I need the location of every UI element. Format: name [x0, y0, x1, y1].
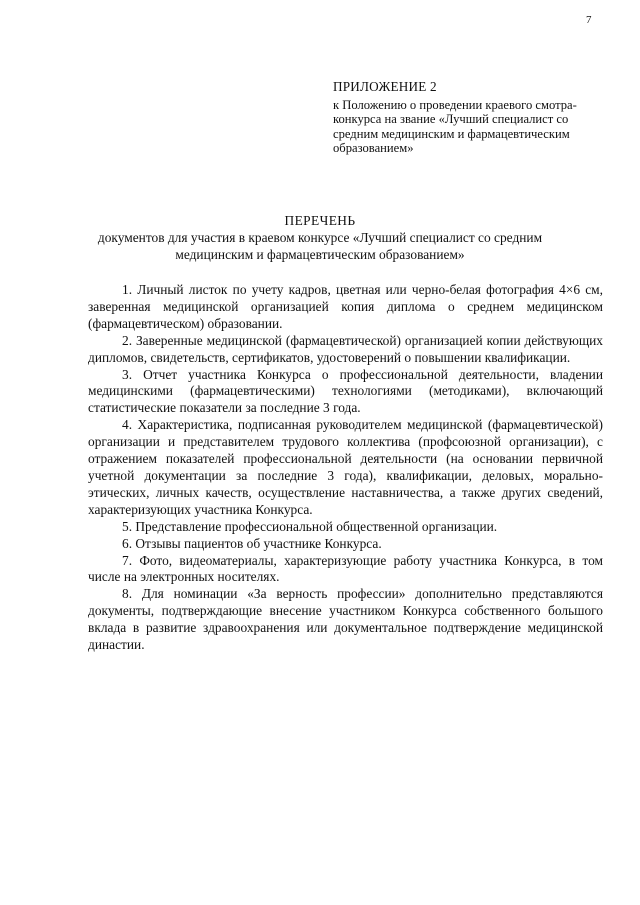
heading-subtitle: документов для участия в краевом конкурсе «Лучший специалист со средним медицинским и фармацевтическим образованием» — [97, 230, 543, 262]
document-heading — [60, 212, 580, 263]
document-list — [88, 282, 603, 654]
heading-title: ПЕРЕЧЕНЬ — [284, 213, 356, 228]
list-item-2: 2. Заверенные медицинской (фармацевтической) организацией копии действующих дипломов, свидетельств, сертификатов, удостоверений о повышении квалификации. — [88, 332, 603, 365]
list-item-7: 7. Фото, видеоматериалы, характеризующие работу участника Конкурса, в том числе на электронных носителях. — [88, 552, 603, 585]
list-item-6: 6. Отзывы пациентов об участнике Конкурса. — [122, 535, 382, 551]
page-number: 7 — [586, 14, 592, 26]
appendix-subtitle: к Положению о проведении краевого смотра-конкурса на звание «Лучший специалист со средним медицинским и фармацевтическим образованием» — [333, 97, 577, 155]
appendix-title: ПРИЛОЖЕНИЕ 2 — [333, 79, 437, 94]
list-item-8: 8. Для номинации «За верность профессии» дополнительно представляются документы, подтверждающие внесение участником Конкурса собственного большого вклада в развитие здравоохранения или документальное подтверждение медицинской династии. — [88, 586, 603, 653]
appendix-block — [333, 80, 603, 156]
list-item-1: 1. Личный листок по учету кадров, цветная или черно-белая фотография 4×6 см, заверенная медицинской организацией копия диплома о среднем медицинском (фармацевтическом) образовании. — [88, 282, 603, 331]
list-item-5: 5. Представление профессиональной общественной организации. — [122, 518, 498, 534]
list-item-3: 3. Отчет участника Конкурса о профессиональной деятельности, владении медицинскими (фармацевтическими) технологиями (методиками), включающий статистические показатели за последние 3 года. — [88, 366, 603, 416]
list-item-4: 4. Характеристика, подписанная руководителем медицинской (фармацевтической) организации и представителем трудового коллектива (профсоюзной организации), с отражением показателей профессиональной деятельности (на основании первичной учетной документации за последние 3 года), квалификации, деловых, морально-этических, личных качеств, осуществление наставничества, а также других сведений, характеризующих участника Конкурса. — [88, 417, 603, 517]
